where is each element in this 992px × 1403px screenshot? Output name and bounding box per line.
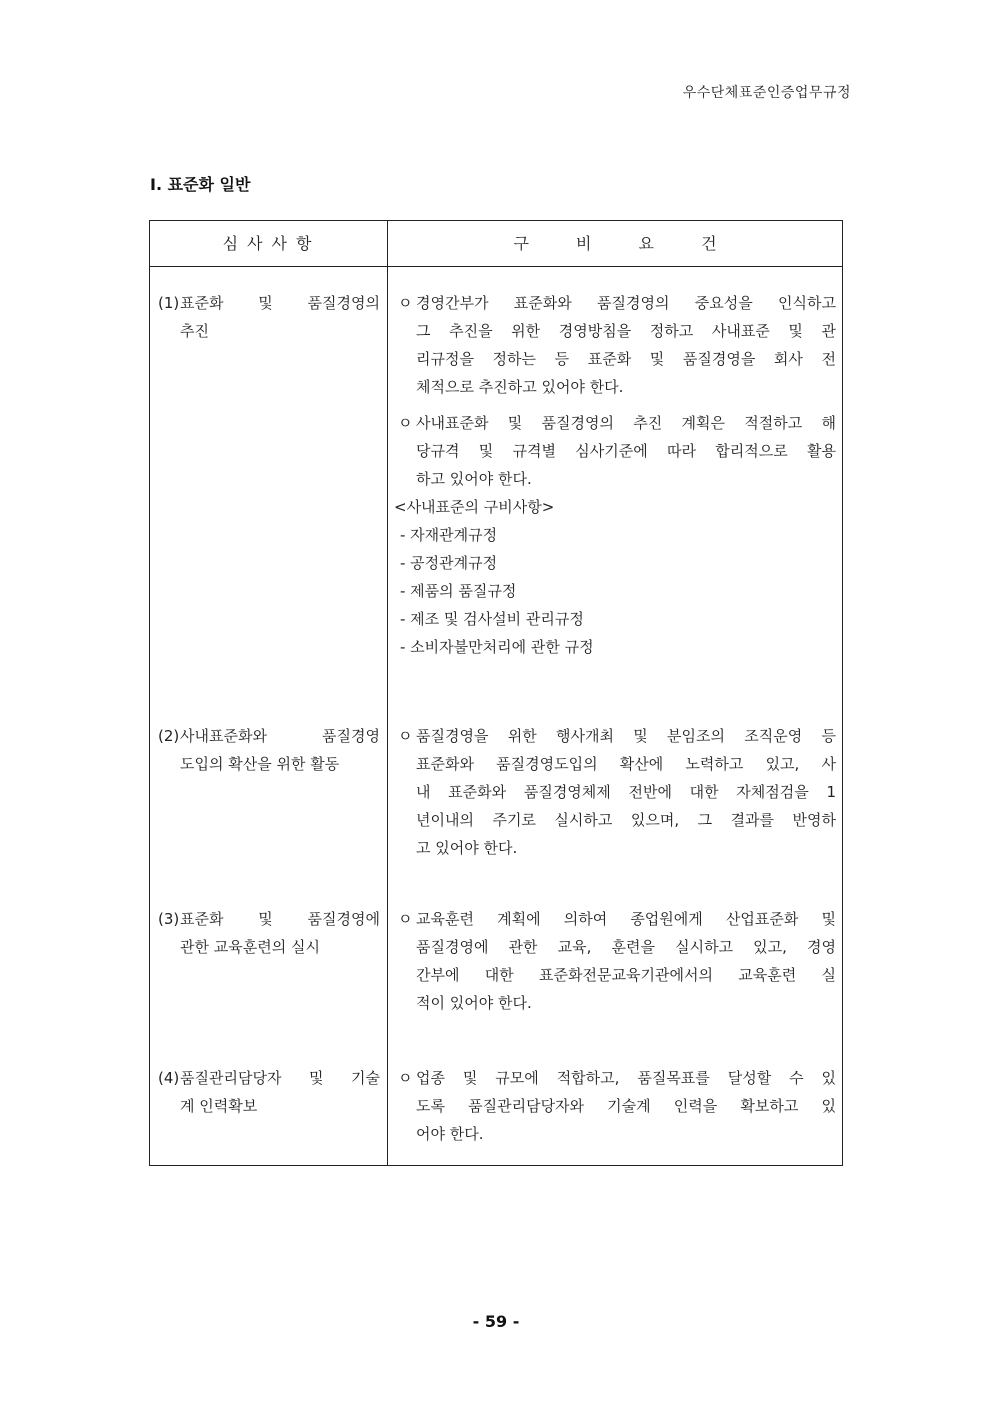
list-item: - 공정관계규정 — [400, 554, 498, 572]
review-item-2 — [158, 722, 380, 778]
requirement-block-2 — [398, 722, 836, 862]
item-label-line: 추진 — [180, 322, 209, 340]
internal-standards-title: <사내표준의 구비사항> — [394, 498, 555, 516]
review-item-4 — [158, 1064, 380, 1120]
column-divider — [387, 221, 388, 1165]
review-item-1 — [158, 289, 380, 345]
requirement-line: 품질경영에 관한 교육, 훈련을 실시하고 있고, 경영 — [416, 938, 836, 956]
requirement-line: 당규격 및 규격별 심사기준에 따라 합리적으로 활용 — [416, 442, 836, 460]
column-header-review-item: 심사사항 — [222, 234, 321, 253]
list-item: - 자재관계규정 — [400, 526, 498, 544]
bullet-mark: ㅇ — [398, 1069, 413, 1087]
requirement-line: 내 표준화와 품질경영체제 전반에 대한 자체점검을 1 — [416, 783, 836, 801]
list-item: - 소비자불만처리에 관한 규정 — [400, 638, 594, 656]
requirements-table — [149, 220, 843, 1166]
requirement-block-3 — [398, 905, 836, 1017]
item-label-line: 표준화 및 품질경영에 — [180, 910, 380, 928]
list-item: - 제조 및 검사설비 관리규정 — [400, 610, 584, 628]
requirement-line: 그 추진을 위한 경영방침을 정하고 사내표준 및 관 — [416, 322, 836, 340]
item-label-line: 표준화 및 품질경영의 — [180, 294, 380, 312]
item-number: (2) — [158, 727, 180, 745]
review-item-3 — [158, 905, 380, 961]
requirement-block-1b — [398, 409, 836, 493]
bullet-mark: ㅇ — [398, 414, 413, 432]
item-label-line: 관한 교육훈련의 실시 — [180, 938, 320, 956]
requirement-line: 리규정을 정하는 등 표준화 및 품질경영을 회사 전 — [416, 350, 836, 368]
internal-standards-list — [394, 493, 832, 661]
requirement-line: 고 있어야 한다. — [416, 839, 518, 857]
column-header-requirements: 구 비 요 건 — [513, 234, 717, 253]
requirement-line: 체적으로 추진하고 있어야 한다. — [416, 378, 624, 396]
section-heading: Ⅰ. 표준화 일반 — [150, 175, 251, 194]
list-item: - 제품의 품질규정 — [400, 582, 517, 600]
bullet-mark: ㅇ — [398, 727, 413, 745]
requirement-line: 업종 및 규모에 적합하고, 품질목표를 달성할 수 있 — [416, 1069, 836, 1087]
requirement-line: 간부에 대한 표준화전문교육기관에서의 교육훈련 실 — [416, 966, 836, 984]
page-number: - 59 - — [472, 1312, 520, 1331]
requirement-line: 표준화와 품질경영도입의 확산에 노력하고 있고, 사 — [416, 755, 836, 773]
requirement-line: 사내표준화 및 품질경영의 추진 계획은 적절하고 해 — [416, 414, 836, 432]
requirement-line: 적이 있어야 한다. — [416, 994, 532, 1012]
item-number: (4) — [158, 1069, 180, 1087]
requirement-line: 경영간부가 표준화와 품질경영의 중요성을 인식하고 — [416, 294, 836, 312]
requirement-line: 품질경영을 위한 행사개최 및 분임조의 조직운영 등 — [416, 727, 836, 745]
document-header-title: 우수단체표준인증업무규정 — [682, 85, 851, 101]
requirement-line: 어야 한다. — [416, 1125, 484, 1143]
bullet-mark: ㅇ — [398, 910, 413, 928]
requirement-line: 교육훈련 계획에 의하여 종업원에게 산업표준화 및 — [416, 910, 836, 928]
requirement-block-1a — [398, 289, 836, 401]
requirement-line: 하고 있어야 한다. — [416, 470, 532, 488]
requirement-line: 도록 품질관리담당자와 기술계 인력을 확보하고 있 — [416, 1097, 836, 1115]
requirement-line: 년이내의 주기로 실시하고 있으며, 그 결과를 반영하 — [416, 811, 836, 829]
item-label-line: 품질관리담당자 및 기술 — [180, 1069, 380, 1087]
item-number: (3) — [158, 910, 180, 928]
item-number: (1) — [158, 294, 180, 312]
requirement-block-4 — [398, 1064, 836, 1148]
item-label-line: 도입의 확산을 위한 활동 — [180, 755, 340, 773]
bullet-mark: ㅇ — [398, 294, 413, 312]
item-label-line: 사내표준화와 품질경영 — [180, 727, 380, 745]
table-header-row — [150, 221, 842, 267]
item-label-line: 계 인력확보 — [180, 1097, 258, 1115]
